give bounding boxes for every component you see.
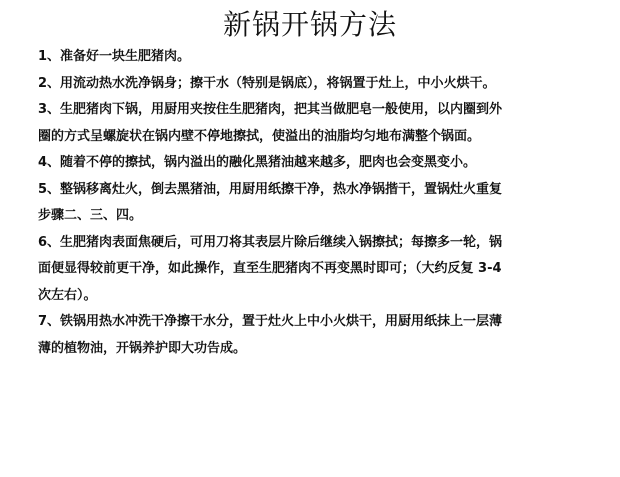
step-5-line-2: 步骤二、三、四。 <box>38 208 143 223</box>
step-2 <box>38 71 610 98</box>
step-5-line-1: 5、整锅移离灶火，倒去黑猪油，用厨用纸擦干净，热水净锅揩干，置锅灶火重复 <box>38 181 503 197</box>
step-3-line-2: 圈的方式呈螺旋状在锅内壁不停地擦拭，使溢出的油脂均匀地布满整个锅面。 <box>38 128 481 144</box>
step-7-line-1: 7、铁锅用热水冲洗干净擦干水分，置于灶火上中小火烘干，用厨用纸抹上一层薄 <box>38 314 503 329</box>
step-4 <box>38 150 610 177</box>
step-6 <box>38 230 610 310</box>
step-5 <box>38 177 610 230</box>
step-2-line-1: 2、用流动热水洗净锅身；擦干水（特别是锅底），将锅置于灶上，中小火烘干。 <box>38 75 496 91</box>
step-1-line-1: 1、准备好一块生肥猪肉。 <box>38 49 191 64</box>
step-7-line-2: 薄的植物油，开锅养护即大功告成。 <box>38 340 247 356</box>
step-7 <box>38 309 610 362</box>
step-4-line-1: 4、随着不停的擦拭，锅内溢出的融化黑猪油越来越多，肥肉也会变黑变小。 <box>38 155 477 170</box>
step-6-line-2: 面便显得较前更干净，如此操作，直至生肥猪肉不再变黑时即可；（大约反复 3-4 <box>38 261 502 276</box>
steps-list <box>38 44 610 362</box>
step-6-line-1: 6、生肥猪肉表面焦硬后，可用刀将其表层片除后继续入锅擦拭；每擦多一轮，锅 <box>38 234 503 250</box>
step-1 <box>38 44 610 71</box>
step-3 <box>38 97 610 150</box>
step-6-line-3: 次左右）。 <box>38 287 97 303</box>
step-3-line-1: 3、生肥猪肉下锅，用厨用夹按住生肥猪肉，把其当做肥皂一般使用，以内圈到外 <box>38 102 503 117</box>
document-title: 新锅开锅方法 <box>222 8 397 41</box>
